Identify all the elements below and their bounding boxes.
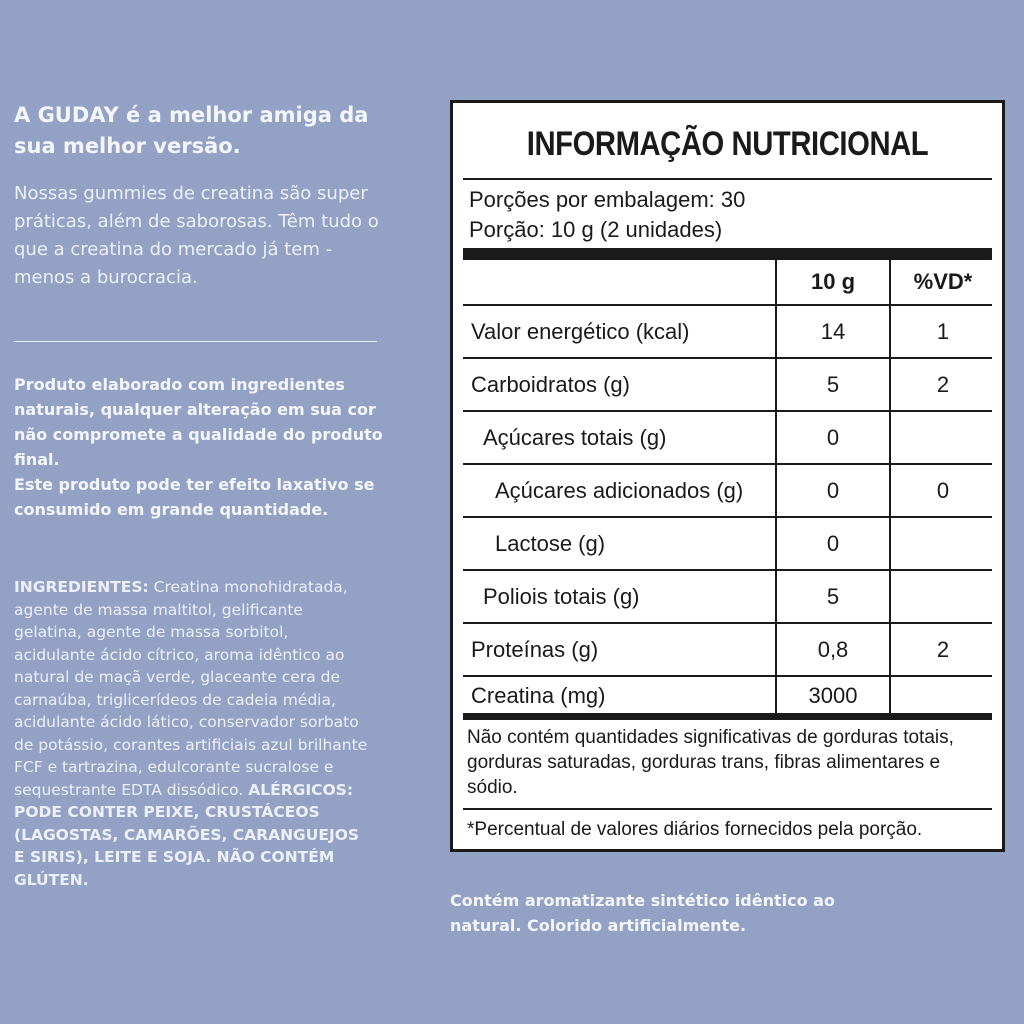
vd-footnote: *Percentual de valores diários fornecidos pela porção. [467,819,923,840]
nutrient-value: 5 [775,571,889,622]
product-notice [14,372,386,522]
header-amount: 10 g [775,260,889,304]
label-title: INFORMAÇÃO NUTRICIONAL [526,125,929,163]
servings-per-package: Porções por embalagem: 30 [469,187,746,212]
nutrient-vd: 0 [889,465,995,516]
notice-natural: Produto elaborado com ingredientes naturais, qualquer alteração em sua cor não compromete a qualidade do produto final. [14,375,383,469]
nutrient-table [463,260,992,715]
not-significant-note: Não contém quantidades significativas de gorduras totais, gorduras saturadas, gorduras trans, fibras alimentares e sódio. [467,727,954,798]
table-row [463,677,992,715]
table-row [463,571,992,624]
flavor-notice: Contém aromatizante sintético idêntico ao natural. Colorido artificialmente. [450,891,835,935]
nutrient-name: Carboidratos (g) [471,371,630,397]
ingredients [14,576,374,891]
table-header-row [463,260,992,306]
nutrient-value: 0 [775,412,889,463]
nutrient-vd: 2 [889,359,995,410]
table-row [463,306,992,359]
thick-rule [463,248,992,260]
nutrient-vd [889,571,995,622]
divider [14,341,377,342]
nutrient-vd: 1 [889,306,995,357]
nutrition-label [450,100,1005,852]
table-row [463,465,992,518]
notice-laxative: Este produto pode ter efeito laxativo se consumido em grande quantidade. [14,475,375,519]
nutrient-name: Valor energético (kcal) [471,318,690,344]
rule [463,808,992,810]
portion-size: Porção: 10 g (2 unidades) [469,217,723,242]
nutrient-name: Proteínas (g) [471,636,599,662]
nutrient-value: 3000 [775,677,889,715]
nutrient-name: Açúcares totais (g) [483,424,667,450]
nutrient-name: Lactose (g) [495,530,606,556]
nutrient-vd: 2 [889,624,995,675]
nutrient-name: Açúcares adicionados (g) [495,477,744,503]
nutrient-name: Poliois totais (g) [483,583,640,609]
table-row [463,359,992,412]
ingredients-title: INGREDIENTES: [14,578,149,596]
nutrient-vd [889,412,995,463]
table-row [463,412,992,465]
ingredients-list: Creatina monohidratada, agente de massa maltitol, gelificante gelatina, agente de massa sorbitol, acidulante ácido cítrico, aroma idêntico ao natural de maçã verde, glaceante cera de carnaúba, triglicerídeos de cadeia média, acidulante ácido lático, conservador sorbato de potássio, corantes artificiais azul brilhante FCF e tartrazina, edulcorante sucralose e sequestrante EDTA dissódico. [14,578,368,799]
nutrient-value: 0,8 [775,624,889,675]
nutrient-value: 14 [775,306,889,357]
nutrient-vd [889,677,995,715]
nutrient-name: Creatina (mg) [471,683,606,708]
nutrient-value: 0 [775,465,889,516]
intro-text: Nossas gummies de creatina são super práticas, além de saborosas. Têm tudo o que a creatina do mercado já tem - menos a burocracia. [14,183,379,288]
thick-rule [463,713,992,720]
table-row [463,624,992,677]
rule [463,178,992,180]
nutrient-value: 0 [775,518,889,569]
header-vd: %VD* [889,260,995,304]
nutrient-vd [889,518,995,569]
allergens-warning: ALÉRGICOS: PODE CONTER PEIXE, CRUSTÁCEOS (LAGOSTAS, CAMARÕES, CARANGUEJOS E SIRIS), LEITE E SOJA. NÃO CONTÉM GLÚTEN. [14,780,360,889]
headline: A GUDAY é a melhor amiga da sua melhor versão. [14,103,369,158]
nutrient-value: 5 [775,359,889,410]
table-row [463,518,992,571]
